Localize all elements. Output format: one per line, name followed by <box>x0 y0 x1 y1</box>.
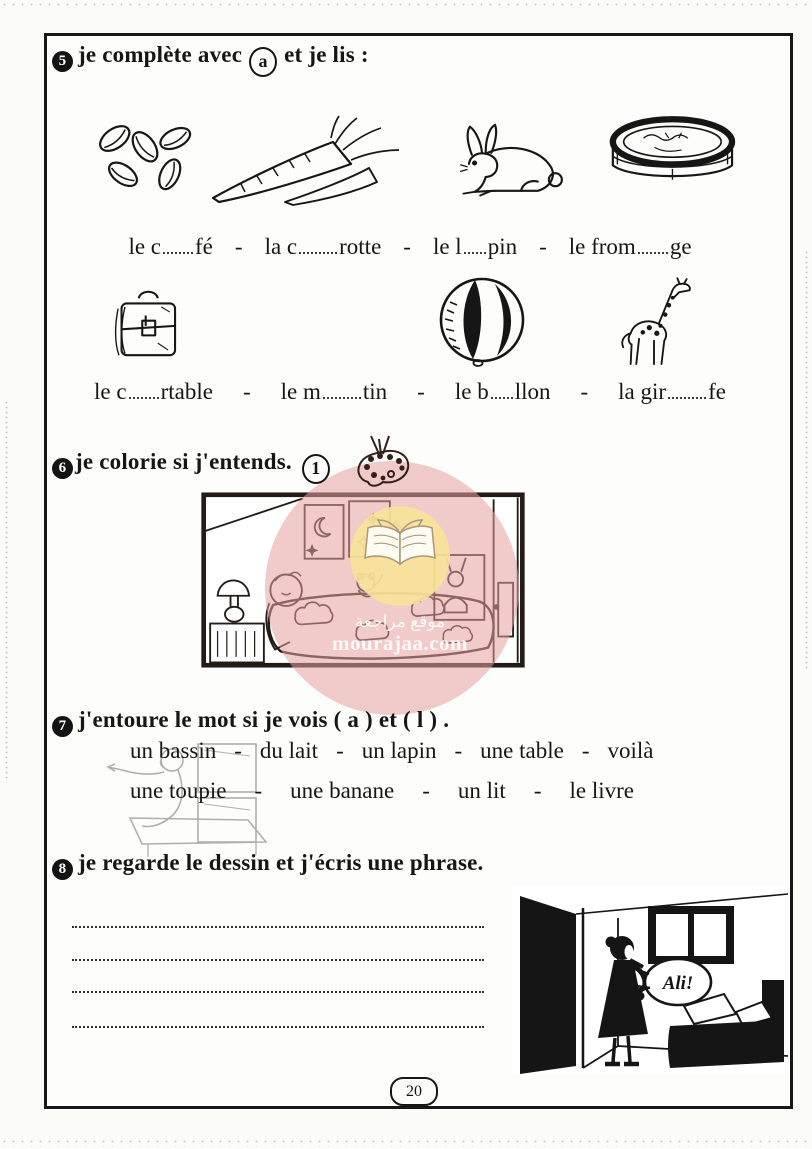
separator-dash: - <box>254 778 263 803</box>
scan-noise-right <box>802 250 810 670</box>
exercise5-badge: 5 <box>52 51 73 72</box>
schoolbag-icon <box>106 280 188 370</box>
paint-palette-icon <box>352 434 414 492</box>
separator-dash: - <box>336 738 344 763</box>
fill-blank <box>668 382 706 399</box>
watermark-text <box>290 613 510 655</box>
scan-noise-left <box>2 400 8 780</box>
giraffe-icon <box>612 276 696 370</box>
word-with-blank: le l pin <box>432 234 518 259</box>
ball-icon <box>436 272 528 370</box>
fill-blank <box>491 382 513 399</box>
watermark-arabic: موقع مراجعة <box>354 612 446 631</box>
exercise7-title <box>52 707 449 737</box>
list-word: un lit <box>457 778 506 803</box>
writing-line <box>72 1026 484 1028</box>
word-list-line2 <box>130 778 634 804</box>
list-word: une table <box>480 738 564 763</box>
word-with-blank: le from ge <box>568 234 692 259</box>
separator-dash: - <box>454 738 463 763</box>
fill-blank <box>464 237 486 254</box>
carrots-image <box>205 114 405 206</box>
fill-blank <box>299 237 337 254</box>
writing-line <box>72 959 484 961</box>
fill-blank <box>129 382 159 399</box>
ball-image <box>436 272 528 370</box>
fill-in-words-row1 <box>60 234 760 260</box>
exercise5-title <box>52 42 369 77</box>
word-with-blank: la c rotte <box>264 234 382 259</box>
rabbit-image <box>443 122 573 204</box>
separator-dash: - <box>403 234 411 259</box>
word-with-blank: le b llon <box>454 379 551 404</box>
exercise6-title <box>52 449 337 484</box>
giraffe-image <box>612 276 696 370</box>
schoolbag-image <box>106 280 188 370</box>
scan-noise-bottom <box>0 1139 812 1146</box>
list-word: voilà <box>607 738 654 763</box>
exercise5-title-post: et je lis : <box>284 42 369 67</box>
list-word: un lapin <box>361 738 437 763</box>
fill-in-words-row2 <box>60 379 760 405</box>
list-word: du lait <box>259 738 319 763</box>
word-list-line1 <box>130 738 653 764</box>
watermark-site: mourajaa.com <box>331 630 469 655</box>
list-word: un bassin <box>130 738 217 763</box>
word-with-blank: le m tin <box>280 379 388 404</box>
open-door <box>520 896 576 1074</box>
exercise6-badge: 6 <box>52 458 73 479</box>
coffee-beans-image <box>90 104 200 204</box>
room-scene-icon <box>512 886 790 1074</box>
word-with-blank: le c rtable <box>94 379 213 404</box>
circled-letter-a: a <box>249 47 277 77</box>
list-word: une banane <box>290 778 395 803</box>
cheese-box-image <box>602 110 742 198</box>
separator-dash: - <box>422 778 430 803</box>
exercise5-title-pre: je complète avec <box>78 42 243 67</box>
circled-number-1: 1 <box>302 454 330 484</box>
carrots-icon <box>205 114 405 206</box>
speech-text: Ali! <box>662 973 694 994</box>
separator-dash: - <box>580 379 589 404</box>
separator-dash: - <box>234 234 243 259</box>
separator-dash: - <box>581 738 590 763</box>
cheese-box-icon <box>602 110 742 198</box>
list-word: le livre <box>569 778 634 803</box>
fill-blank <box>163 237 193 254</box>
mother-calling-picture <box>512 886 790 1074</box>
page-number: 20 <box>406 1082 422 1100</box>
exercise8-badge: 8 <box>52 859 73 880</box>
list-word: une toupie <box>130 778 227 803</box>
rabbit-icon <box>443 122 573 204</box>
exercise8-title <box>52 850 484 880</box>
page-number-badge <box>390 1077 438 1106</box>
word-with-blank: la gir fe <box>618 379 726 404</box>
scan-noise-top <box>0 2 812 8</box>
exercise7-title-text: j'entoure le mot si je vois ( a ) et ( l ) . <box>78 707 450 732</box>
fill-blank <box>638 237 668 254</box>
separator-dash: - <box>539 234 547 259</box>
separator-dash: - <box>242 379 251 404</box>
writing-line <box>72 991 484 993</box>
exercise6-title-text: je colorie si j'entends. <box>75 449 292 474</box>
separator-dash: - <box>533 778 542 803</box>
fill-blank <box>323 382 361 399</box>
separator-dash: - <box>234 738 242 763</box>
separator-dash: - <box>417 379 425 404</box>
coffee-beans-icon <box>90 104 200 204</box>
exercise8-title-text: je regarde le dessin et j'écris une phrase. <box>78 850 484 875</box>
word-with-blank: le c fé <box>128 234 213 259</box>
exercise7-badge: 7 <box>52 716 73 737</box>
open-book-icon <box>360 514 440 574</box>
writing-line <box>72 926 484 928</box>
